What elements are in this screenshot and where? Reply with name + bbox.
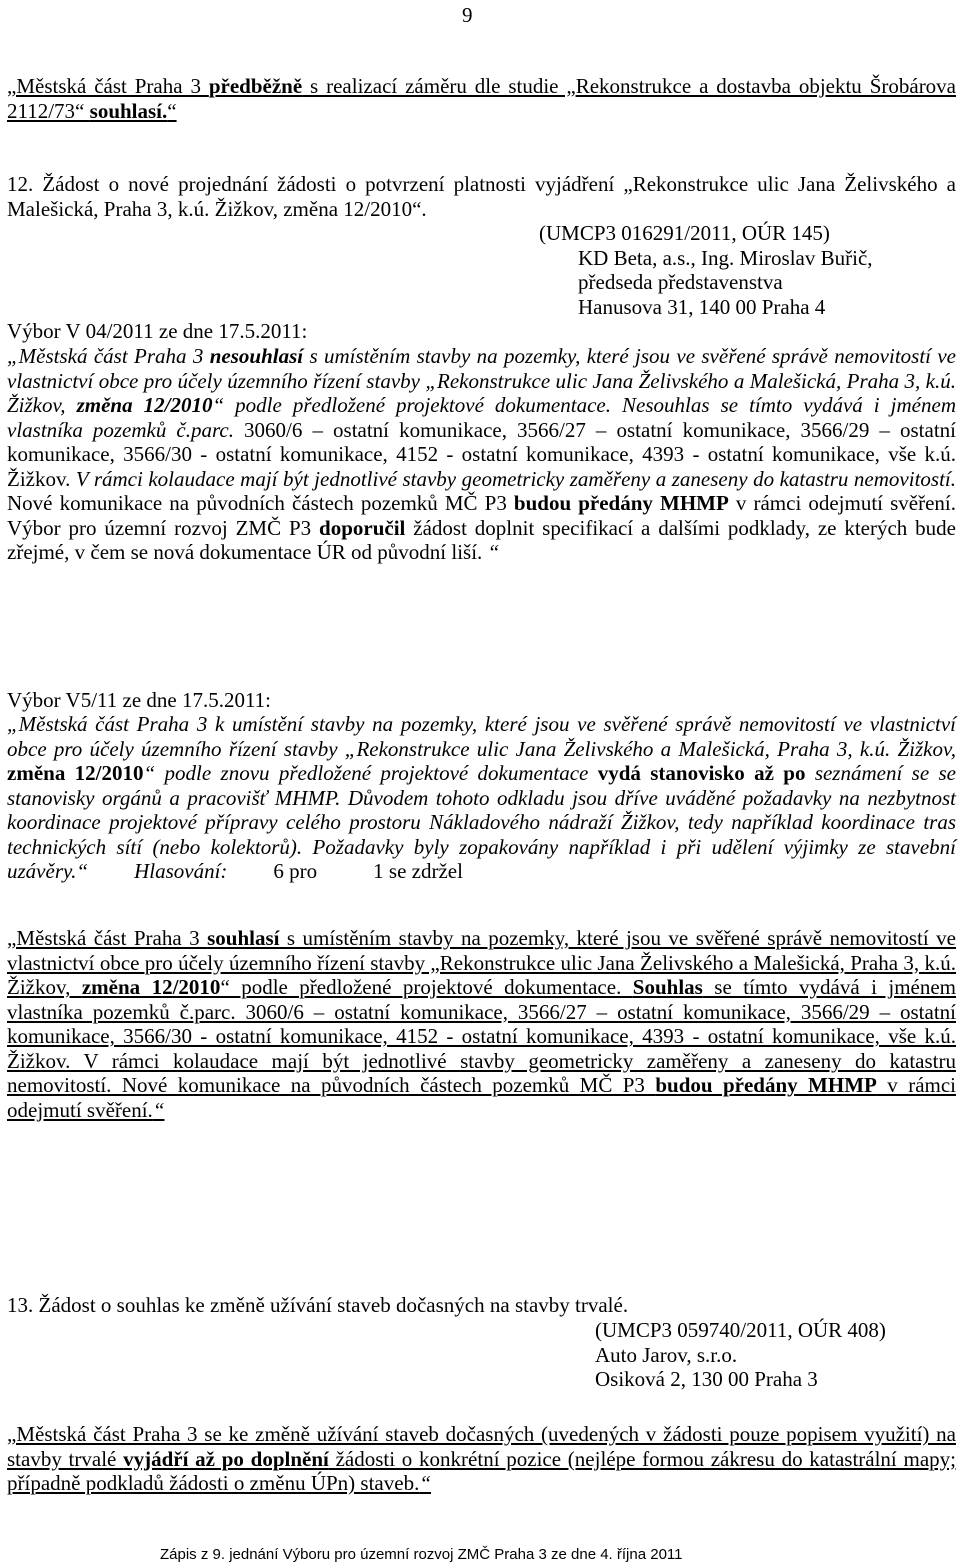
item-12-applicant: KD Beta, a.s., Ing. Miroslav Buřič,	[578, 246, 873, 270]
item-12-applicant-address: Hanusova 31, 140 00 Praha 4	[578, 295, 826, 319]
committee-v5-statement: „Městská část Praha 3 k umístění stavby na pozemky, které jsou ve svěřené správě nemovitostí ve vlastnictví obce pro účely územního řízení stavby „Rekonstrukce ulic Jana Želivského a Malešická, Praha 3, k.ú. Žižkov, změna 12/2010“ podle znovu předložené projektové dokumentace vydá stanovisko až po seznámení se se stanovisky orgánů a pracovišť MHMP. Důvodem tohoto odkladu jsou dříve uváděné požadavky na nezbytnost koordinace projektové přípravy celého prostoru Nákladového nádraží Žižkov, tedy například koordinace tras technických sítí (nebo kolektorů). Požadavky byly zopakovány například i při udělení výjimky ze stavební uzávěry.“ Hlasování: 6 pro 1 se zdržel	[7, 712, 956, 883]
committee-v04-title: Výbor V 04/2011 ze dne 17.5.2011:	[7, 319, 308, 343]
item-13-resolution: „Městská část Praha 3 se ke změně užívání staveb dočasných (uvedených v žádosti pouze popisem využití) na stavby trvalé vyjádří až po doplnění žádosti o konkrétní pozice (nejlépe formou zákresu do katastrální mapy; případně podkladů žádosti o změnu ÚPn) staveb.“	[7, 1422, 956, 1495]
vote-for: 6 pro	[273, 859, 318, 883]
item-13-reference: (UMCP3 059740/2011, OÚR 408)	[595, 1318, 886, 1342]
item-12-heading: 12. Žádost o nové projednání žádosti o potvrzení platnosti vyjádření „Rekonstrukce ulic Jana Želivského a Malešická, Praha 3, k.ú. Žižkov, změna 12/2010“.	[7, 172, 956, 221]
page-number: 9	[462, 3, 473, 27]
page-footer: Zápis z 9. jednání Výboru pro územní rozvoj ZMČ Praha 3 ze dne 4. října 2011	[160, 1546, 683, 1563]
item-13-heading: 13. Žádost o souhlas ke změně užívání staveb dočasných na stavby trvalé.	[7, 1293, 629, 1317]
intro-paragraph: „Městská část Praha 3 předběžně s realizací záměru dle studie „Rekonstrukce a dostavba objektu Šrobárova 2112/73“ souhlasí.“	[7, 74, 957, 123]
vote-label: Hlasování:	[134, 859, 228, 883]
committee-v5-title: Výbor V5/11 ze dne 17.5.2011:	[7, 688, 272, 712]
item-13-applicant-address: Osiková 2, 130 00 Praha 3	[595, 1367, 818, 1391]
item-13-applicant: Auto Jarov, s.r.o.	[595, 1343, 738, 1367]
item-12-resolution: „Městská část Praha 3 souhlasí s umístěním stavby na pozemky, které jsou ve svěřené správě nemovitostí ve vlastnictví obce pro účely územního řízení stavby „Rekonstrukce ulic Jana Želivského a Malešická, Praha 3, k.ú. Žižkov, změna 12/2010“ podle předložené projektové dokumentace. Souhlas se tímto vydává i jménem vlastníka pozemků č.parc. 3060/6 – ostatní komunikace, 3566/27 – ostatní komunikace, 3566/29 – ostatní komunikace, 3566/30 - ostatní komunikace, 4152 - ostatní komunikace, 4393 - ostatní komunikace, vše k.ú. Žižkov. V rámci kolaudace mají být jednotlivé stavby geometricky zaměřeny a zaneseny do katastru nemovitostí. Nové komunikace na původních částech pozemků MČ P3 budou předány MHMP v rámci odejmutí svěření.“	[7, 926, 957, 1122]
vote-abstain: 1 se zdržel	[373, 859, 463, 883]
committee-v04-statement: „Městská část Praha 3 nesouhlasí s umístěním stavby na pozemky, které jsou ve svěřené správě nemovitostí ve vlastnictví obce pro účely územního řízení stavby „Rekonstrukce ulic Jana Želivského a Malešická, Praha 3, k.ú. Žižkov, změna 12/2010“ podle předložené projektové dokumentace. Nesouhlas se tímto vydává i jménem vlastníka pozemků č.parc. 3060/6 – ostatní komunikace, 3566/27 – ostatní komunikace, 3566/29 – ostatní komunikace, 3566/30 - ostatní komunikace, 4152 - ostatní komunikace, 4393 - ostatní komunikace, vše k.ú. Žižkov. V rámci kolaudace mají být jednotlivé stavby geometricky zaměřeny a zaneseny do katastru nemovitostí. Nové komunikace na původních částech pozemků MČ P3 budou předány MHMP v rámci odejmutí svěření. Výbor pro územní rozvoj ZMČ P3 doporučil žádost doplnit specifikací a dalšími podklady, ze kterých bude zřejmé, v čem se nová dokumentace ÚR od původní liší. “	[7, 344, 957, 564]
item-12-applicant-role: předseda představenstva	[578, 270, 783, 294]
item-12-reference: (UMCP3 016291/2011, OÚR 145)	[539, 221, 830, 245]
